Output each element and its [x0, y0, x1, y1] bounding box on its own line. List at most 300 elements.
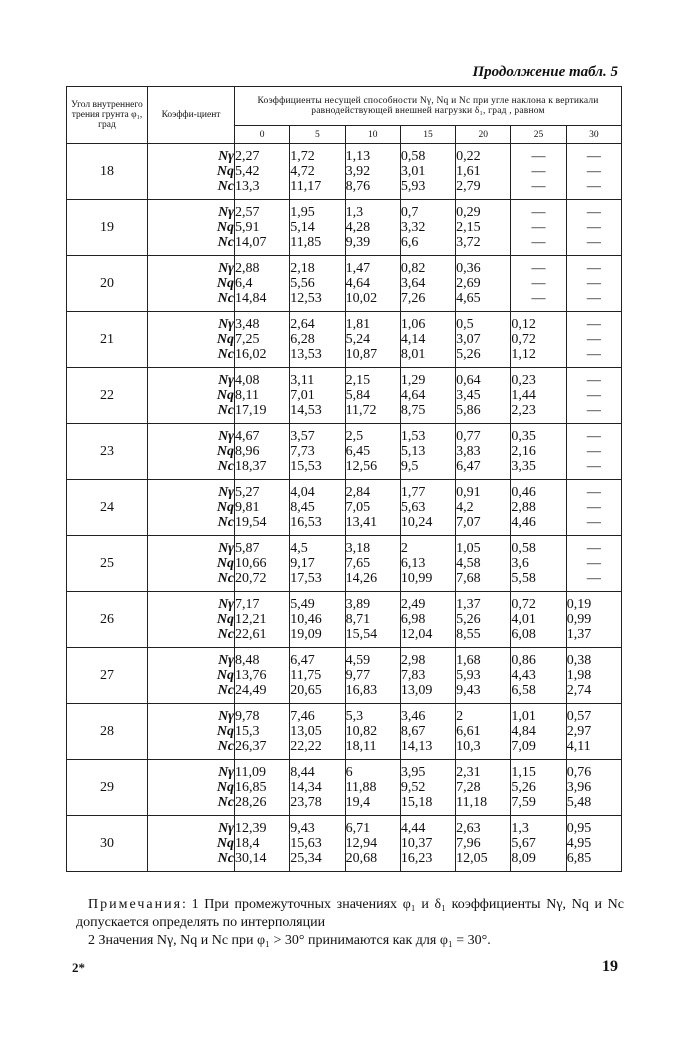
value: 6,08	[511, 627, 536, 642]
coefficient-name: Nc	[217, 795, 234, 810]
value: 6,47	[290, 653, 315, 668]
value: 0,95	[566, 821, 592, 836]
value: 5,42	[235, 164, 260, 179]
value: 16,85	[235, 780, 267, 795]
value: 2,79	[456, 179, 481, 194]
value: 11,72	[345, 403, 377, 418]
value: 3,48	[235, 317, 260, 332]
header-delta-0: 0	[235, 126, 290, 144]
value-cell	[456, 144, 511, 200]
value: —	[586, 149, 601, 164]
value: 1,44	[511, 388, 536, 403]
value-cell	[456, 592, 511, 648]
value: —	[586, 500, 601, 515]
value: 1,68	[456, 653, 481, 668]
value: 20,72	[235, 571, 267, 586]
coefficient-name: Nc	[217, 347, 234, 362]
coefficient-name: Nγ	[218, 653, 234, 668]
value: 18,4	[235, 836, 260, 851]
value-cell	[235, 200, 290, 256]
value: 5,86	[456, 403, 481, 418]
value: —	[586, 179, 601, 194]
value: 4,14	[400, 332, 426, 347]
value: 3,46	[400, 709, 426, 724]
value: 14,84	[235, 291, 267, 306]
value: 19,09	[290, 627, 322, 642]
value: 1,72	[290, 149, 315, 164]
value-cell	[290, 704, 345, 760]
value: —	[586, 317, 601, 332]
value-cell	[566, 760, 621, 816]
value: 5,63	[400, 500, 426, 515]
value-cell	[290, 312, 345, 368]
value: —	[586, 205, 601, 220]
value: 4,2	[456, 500, 474, 515]
coefficient-name: Nγ	[218, 485, 234, 500]
value: 26,37	[235, 739, 267, 754]
value: 6,4	[235, 276, 253, 291]
note-2: 2 Значения Nγ, Nq и Nc при φ₁ > 30° принимаются как для φ₁ = 30°.	[88, 933, 491, 948]
value-cell	[235, 480, 290, 536]
table-row	[67, 704, 622, 760]
value: 1,29	[400, 373, 426, 388]
value: 0,82	[400, 261, 426, 276]
value: 10,02	[345, 291, 378, 306]
value: 9,43	[456, 683, 481, 698]
coefficient-name: Nq	[216, 780, 234, 795]
value-cell	[400, 648, 455, 704]
header-delta-25: 25	[511, 126, 566, 144]
value: 2,98	[400, 653, 426, 668]
value: 10,46	[290, 612, 322, 627]
value-cell	[511, 200, 566, 256]
value: 0,86	[511, 653, 536, 668]
value: 7,96	[456, 836, 481, 851]
note-1: Примечания: 1 При промежуточных значениях φ₁ и δ₁ коэффициенты Nγ, Nq и Nc допускается определять по интерполяции	[76, 897, 624, 930]
value: 8,09	[511, 851, 536, 866]
value: 1,61	[456, 164, 481, 179]
value: 8,44	[290, 765, 315, 780]
value: 6,13	[400, 556, 426, 571]
value: 3,32	[400, 220, 426, 235]
value: 20,65	[290, 683, 322, 698]
value-cell	[345, 256, 400, 312]
value: 24,49	[235, 683, 267, 698]
coefficient-name: Nγ	[218, 597, 234, 612]
value: 3,83	[456, 444, 481, 459]
value: 4,5	[290, 541, 308, 556]
value-cell	[400, 312, 455, 368]
value: 0,5	[456, 317, 474, 332]
value: 7,09	[511, 739, 536, 754]
value: —	[586, 459, 601, 474]
value: 8,76	[345, 179, 371, 194]
value: 1,37	[566, 627, 592, 642]
value: 7,59	[511, 795, 536, 810]
value-cell	[511, 536, 566, 592]
value: 5,27	[235, 485, 260, 500]
value: 14,13	[400, 739, 433, 754]
value: 5,14	[290, 220, 315, 235]
value: 2,84	[345, 485, 371, 500]
coefficient-cell	[148, 144, 235, 200]
value-cell	[566, 144, 621, 200]
value-cell	[235, 760, 290, 816]
value: 9,81	[235, 500, 260, 515]
value-cell	[290, 256, 345, 312]
value: 14,34	[290, 780, 322, 795]
value-cell	[345, 648, 400, 704]
coefficient-name: Nc	[217, 627, 234, 642]
coefficient-cell	[148, 200, 235, 256]
value-cell	[566, 648, 621, 704]
value: 11,88	[345, 780, 377, 795]
value-cell	[400, 536, 455, 592]
value: 15,3	[235, 724, 260, 739]
value-cell	[235, 424, 290, 480]
value: 3,57	[290, 429, 315, 444]
value: 22,61	[235, 627, 267, 642]
value: 9,77	[345, 668, 371, 683]
value-cell	[566, 200, 621, 256]
note-1-text: 1 При промежуточных значениях φ₁ и δ₁ коэффициенты Nγ, Nq и Nc допускается определять по интерполяции	[76, 897, 624, 930]
value-cell	[511, 424, 566, 480]
value: 0,7	[400, 205, 419, 220]
value-cell	[511, 368, 566, 424]
value: 6	[345, 765, 353, 780]
value: 18,37	[235, 459, 267, 474]
value: 7,07	[456, 515, 481, 530]
coefficient-name: Nc	[217, 403, 234, 418]
angle-cell: 19	[67, 200, 148, 256]
value-cell	[511, 144, 566, 200]
value: —	[586, 403, 601, 418]
value: 14,07	[235, 235, 267, 250]
table-row	[67, 144, 622, 200]
value: 18,11	[345, 739, 377, 754]
value: 11,17	[290, 179, 322, 194]
value-cell	[345, 592, 400, 648]
value: 2,64	[290, 317, 315, 332]
value: 0,64	[456, 373, 481, 388]
value: 11,85	[290, 235, 322, 250]
value-cell	[235, 536, 290, 592]
value: 15,54	[345, 627, 378, 642]
value: 2,27	[235, 149, 260, 164]
value: 0,23	[511, 373, 536, 388]
value: 6,6	[400, 235, 419, 250]
value: —	[531, 235, 546, 250]
value: —	[586, 347, 601, 362]
value: 2,74	[566, 683, 592, 698]
value-cell	[235, 368, 290, 424]
value-cell	[345, 368, 400, 424]
value: 8,01	[400, 347, 426, 362]
value: —	[586, 291, 601, 306]
value-cell	[235, 704, 290, 760]
angle-cell: 23	[67, 424, 148, 480]
angle-cell: 25	[67, 536, 148, 592]
value: 6,58	[511, 683, 536, 698]
value: 5,26	[456, 612, 481, 627]
table-row	[67, 368, 622, 424]
value: 7,26	[400, 291, 426, 306]
value: 0,72	[511, 597, 536, 612]
value: 7,65	[345, 556, 371, 571]
value: 5,48	[566, 795, 592, 810]
value: 16,02	[235, 347, 267, 362]
value: 5,3	[345, 709, 364, 724]
value-cell	[456, 536, 511, 592]
value: 8,67	[400, 724, 426, 739]
value-cell	[400, 592, 455, 648]
table-row	[67, 648, 622, 704]
value: 2,69	[456, 276, 481, 291]
bearing-capacity-table	[66, 86, 622, 872]
value: 8,55	[456, 627, 481, 642]
value: 0,36	[456, 261, 481, 276]
value: 0,46	[511, 485, 536, 500]
value-cell	[290, 368, 345, 424]
value-cell	[456, 816, 511, 872]
value-cell	[511, 816, 566, 872]
table-continuation-caption: Продолжение табл. 5	[472, 64, 618, 80]
value: —	[586, 373, 601, 388]
value: 1,3	[511, 821, 529, 836]
coefficient-name: Nc	[217, 235, 234, 250]
value: 3,72	[456, 235, 481, 250]
value: 15,63	[290, 836, 322, 851]
value: 8,71	[345, 612, 371, 627]
value-cell	[290, 424, 345, 480]
coefficient-name: Nq	[216, 724, 234, 739]
angle-cell: 29	[67, 760, 148, 816]
table-row	[67, 256, 622, 312]
angle-cell: 27	[67, 648, 148, 704]
value: 7,17	[235, 597, 260, 612]
value: 2	[456, 709, 464, 724]
value-cell	[400, 144, 455, 200]
value-cell	[400, 704, 455, 760]
value: —	[531, 261, 546, 276]
value: 20,68	[345, 851, 378, 866]
value: —	[586, 261, 601, 276]
value: 12,05	[456, 851, 488, 866]
value-cell	[400, 760, 455, 816]
value: 5,24	[345, 332, 371, 347]
value: 8,11	[235, 388, 259, 403]
value: 2,49	[400, 597, 426, 612]
value: 3,35	[511, 459, 536, 474]
value-cell	[290, 760, 345, 816]
coefficient-cell	[148, 368, 235, 424]
value: 12,04	[400, 627, 433, 642]
value-cell	[400, 480, 455, 536]
value: 1,15	[511, 765, 536, 780]
value-cell	[235, 312, 290, 368]
value: 12,39	[235, 821, 267, 836]
value-cell	[345, 144, 400, 200]
value-cell	[290, 648, 345, 704]
value: 9,17	[290, 556, 315, 571]
value: 13,53	[290, 347, 322, 362]
value: 11,09	[235, 765, 266, 780]
table-row	[67, 200, 622, 256]
angle-cell: 20	[67, 256, 148, 312]
value: 1,95	[290, 205, 315, 220]
coefficient-name: Nc	[217, 571, 234, 586]
angle-cell: 30	[67, 816, 148, 872]
value-cell	[566, 256, 621, 312]
coefficient-name: Nγ	[218, 709, 234, 724]
value: 1,01	[511, 709, 536, 724]
value: 1,05	[456, 541, 481, 556]
value: 3,64	[400, 276, 426, 291]
value: —	[531, 164, 546, 179]
value: 10,87	[345, 347, 378, 362]
value-cell	[456, 480, 511, 536]
value-cell	[566, 536, 621, 592]
value: 28,26	[235, 795, 267, 810]
value: —	[586, 515, 601, 530]
table-row	[67, 816, 622, 872]
value: 5,93	[456, 668, 481, 683]
value-cell	[235, 256, 290, 312]
value: —	[586, 541, 601, 556]
value: 10,66	[235, 556, 267, 571]
coefficient-name: Nγ	[218, 541, 234, 556]
value: 7,68	[456, 571, 481, 586]
coefficient-name: Nγ	[218, 149, 234, 164]
value: 4,46	[511, 515, 536, 530]
coefficient-name: Nq	[216, 332, 234, 347]
value-cell	[400, 816, 455, 872]
value: 1,12	[511, 347, 536, 362]
value: 4,72	[290, 164, 315, 179]
coefficient-name: Nq	[216, 836, 234, 851]
value: 4,64	[345, 276, 371, 291]
value-cell	[511, 760, 566, 816]
coefficient-name: Nc	[217, 179, 234, 194]
value: 1,06	[400, 317, 426, 332]
coefficient-cell	[148, 760, 235, 816]
value: 7,28	[456, 780, 481, 795]
value: 1,47	[345, 261, 371, 276]
value: 0,58	[400, 149, 426, 164]
angle-cell: 24	[67, 480, 148, 536]
value: 5,84	[345, 388, 371, 403]
value: 3,45	[456, 388, 481, 403]
value: 15,18	[400, 795, 433, 810]
value-cell	[235, 144, 290, 200]
value: 13,76	[235, 668, 267, 683]
value: 10,24	[400, 515, 433, 530]
value-cell	[400, 256, 455, 312]
value: 15,53	[290, 459, 322, 474]
value: 3,95	[400, 765, 426, 780]
value-cell	[235, 648, 290, 704]
value: 0,19	[566, 597, 592, 612]
value: 0,57	[566, 709, 592, 724]
value-cell	[345, 200, 400, 256]
value: 7,01	[290, 388, 315, 403]
value: 4,11	[566, 739, 591, 754]
value: 4,59	[345, 653, 371, 668]
value: 7,25	[235, 332, 260, 347]
value: 5,56	[290, 276, 315, 291]
value: 9,39	[345, 235, 371, 250]
value-cell	[345, 816, 400, 872]
value-cell	[400, 368, 455, 424]
value-cell	[456, 256, 511, 312]
value-cell	[511, 256, 566, 312]
value-cell	[566, 592, 621, 648]
notes	[76, 896, 624, 950]
value: 3,6	[511, 556, 529, 571]
value: —	[586, 444, 601, 459]
value: —	[586, 332, 601, 347]
value: 17,53	[290, 571, 322, 586]
coefficient-name: Nq	[216, 668, 234, 683]
value: 4,84	[511, 724, 536, 739]
value: 1,3	[345, 205, 364, 220]
coefficient-name: Nc	[217, 291, 234, 306]
coefficient-cell	[148, 592, 235, 648]
coefficient-name: Nc	[217, 851, 234, 866]
value: 11,18	[456, 795, 488, 810]
value: 14,53	[290, 403, 322, 418]
value-cell	[456, 760, 511, 816]
value-cell	[566, 480, 621, 536]
header-title: Коэффициенты несущей способности Nγ, Nq и Nc при угле наклона к вертикали равнодействующей внешней нагрузки δ₁, град , равном	[235, 87, 622, 126]
value-cell	[290, 592, 345, 648]
value: 2,97	[566, 724, 592, 739]
value-cell	[400, 424, 455, 480]
value: 14,26	[345, 571, 378, 586]
value: 5,58	[511, 571, 536, 586]
value: 1,81	[345, 317, 371, 332]
value: 0,38	[566, 653, 592, 668]
value-cell	[456, 704, 511, 760]
coefficient-name: Nγ	[218, 205, 234, 220]
value: 6,61	[456, 724, 481, 739]
table-row	[67, 312, 622, 368]
value: 6,71	[345, 821, 371, 836]
value: 4,04	[290, 485, 315, 500]
value: —	[586, 220, 601, 235]
value: 6,47	[456, 459, 481, 474]
value: —	[531, 205, 546, 220]
value: 9,43	[290, 821, 315, 836]
header-angle: Угол внутреннего трения грунта φ₁, град	[67, 87, 148, 144]
page-number: 19	[602, 958, 618, 975]
coefficient-name: Nγ	[218, 429, 234, 444]
value: —	[586, 235, 601, 250]
coefficient-name: Nγ	[218, 821, 234, 836]
table-row	[67, 480, 622, 536]
value-cell	[511, 592, 566, 648]
value: 22,22	[290, 739, 322, 754]
header-delta-30: 30	[566, 126, 621, 144]
value: 19,54	[235, 515, 267, 530]
coefficient-name: Nγ	[218, 373, 234, 388]
coefficient-cell	[148, 424, 235, 480]
value: 8,48	[235, 653, 260, 668]
coefficient-name: Nγ	[218, 261, 234, 276]
value: —	[531, 276, 546, 291]
value: 0,35	[511, 429, 536, 444]
value-cell	[511, 480, 566, 536]
